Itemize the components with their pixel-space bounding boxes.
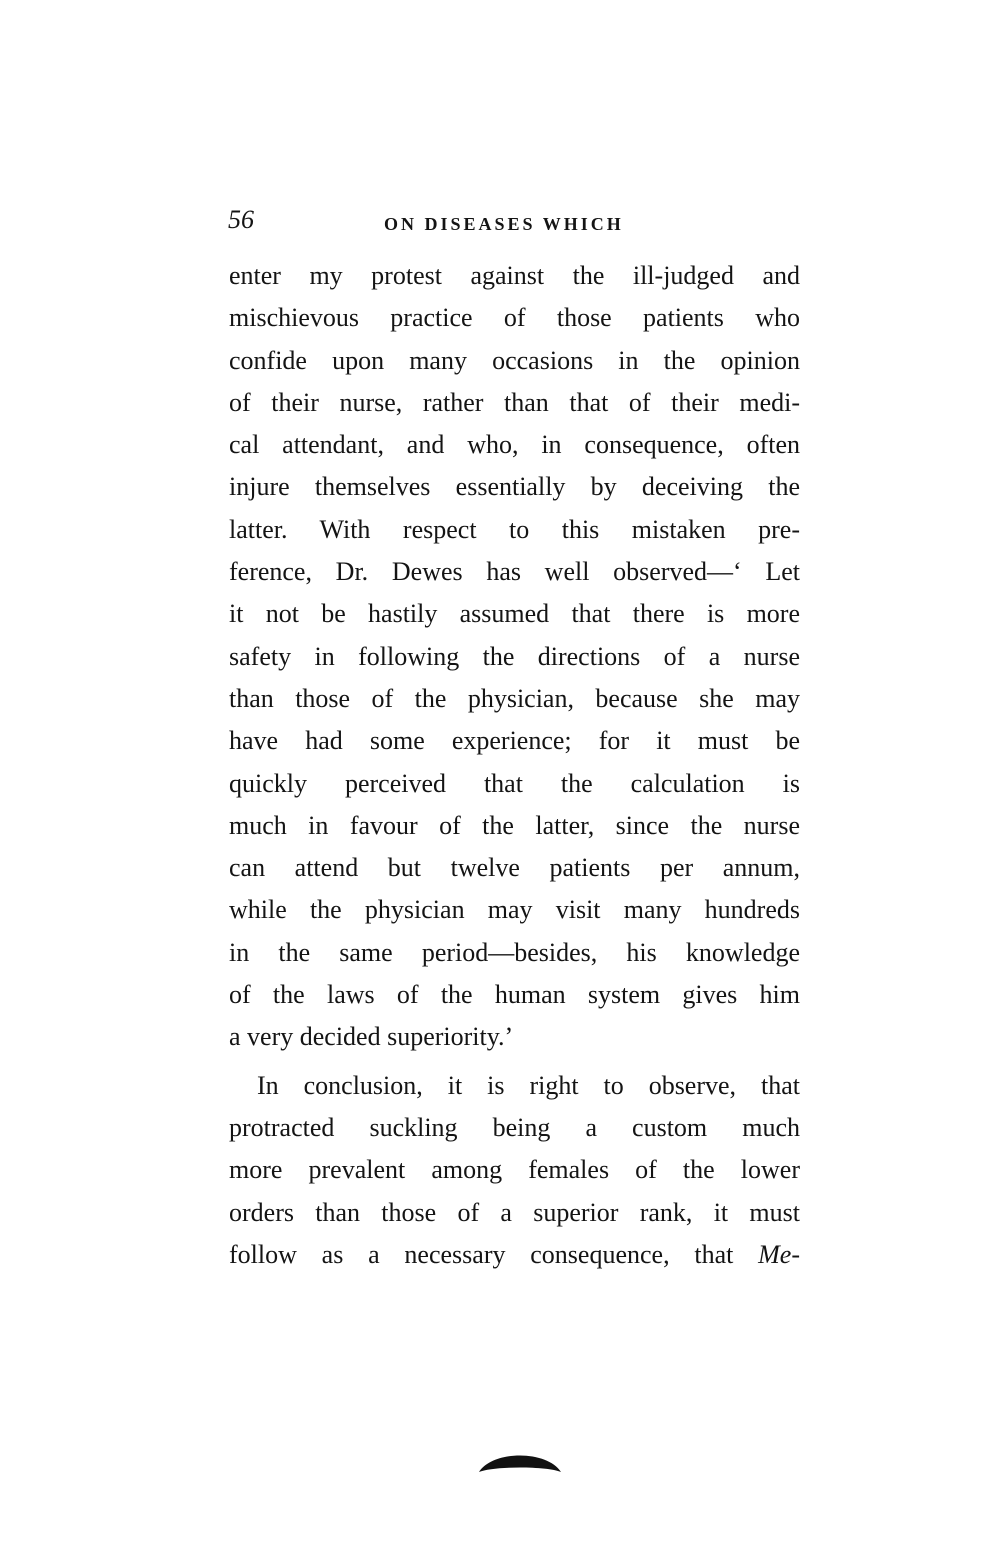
- text-line: cal attendant, and who, in consequence, often: [229, 430, 800, 460]
- text-line: than those of the physician, because she may: [229, 683, 800, 713]
- final-line-italic: Me-: [758, 1239, 800, 1269]
- text-line: more prevalent among females of the lower: [229, 1155, 800, 1185]
- paragraph-2: [229, 1065, 800, 1276]
- text-line: can attend but twelve patients per annum,: [229, 853, 800, 883]
- text-line: protracted suckling being a custom much: [229, 1112, 800, 1142]
- text-line: it not be hastily assumed that there is more: [229, 599, 800, 629]
- text-line: In conclusion, it is right to observe, that: [257, 1070, 800, 1100]
- text-line: while the physician may visit many hundreds: [229, 895, 800, 925]
- page-number: 56: [228, 205, 254, 234]
- text-line: latter. With respect to this mistaken pre-: [229, 514, 800, 544]
- text-line: have had some experience; for it must be: [229, 726, 800, 756]
- text-line-final: [229, 1234, 800, 1276]
- text-line: ference, Dr. Dewes has well observed—‘ Let: [229, 557, 800, 587]
- body-text: [229, 255, 800, 1276]
- text-line: safety in following the directions of a nurse: [229, 641, 800, 671]
- text-line: orders than those of a superior rank, it must: [229, 1197, 800, 1227]
- text-line: much in favour of the latter, since the nurse: [229, 810, 800, 840]
- running-head: ON DISEASES WHICH: [384, 214, 624, 234]
- paragraph-1: [229, 255, 800, 1059]
- text-line: in the same period—besides, his knowledge: [229, 937, 800, 967]
- text-line: mischievous practice of those patients who: [229, 303, 800, 333]
- text-line: injure themselves essentially by deceiving the: [229, 472, 800, 502]
- text-line: quickly perceived that the calculation is: [229, 768, 800, 798]
- text-line: confide upon many occasions in the opinion: [229, 345, 800, 375]
- text-line: enter my protest against the ill-judged and: [229, 261, 800, 290]
- ornament-shape: [479, 1456, 561, 1473]
- text-line: of the laws of the human system gives him: [229, 980, 800, 1010]
- text-line: a very decided superiority.’: [229, 1022, 514, 1052]
- text-line: of their nurse, rather than that of their medi-: [229, 387, 800, 417]
- printers-ornament-icon: [477, 1446, 563, 1474]
- final-line-text: follow as a necessary consequence, that: [229, 1239, 759, 1269]
